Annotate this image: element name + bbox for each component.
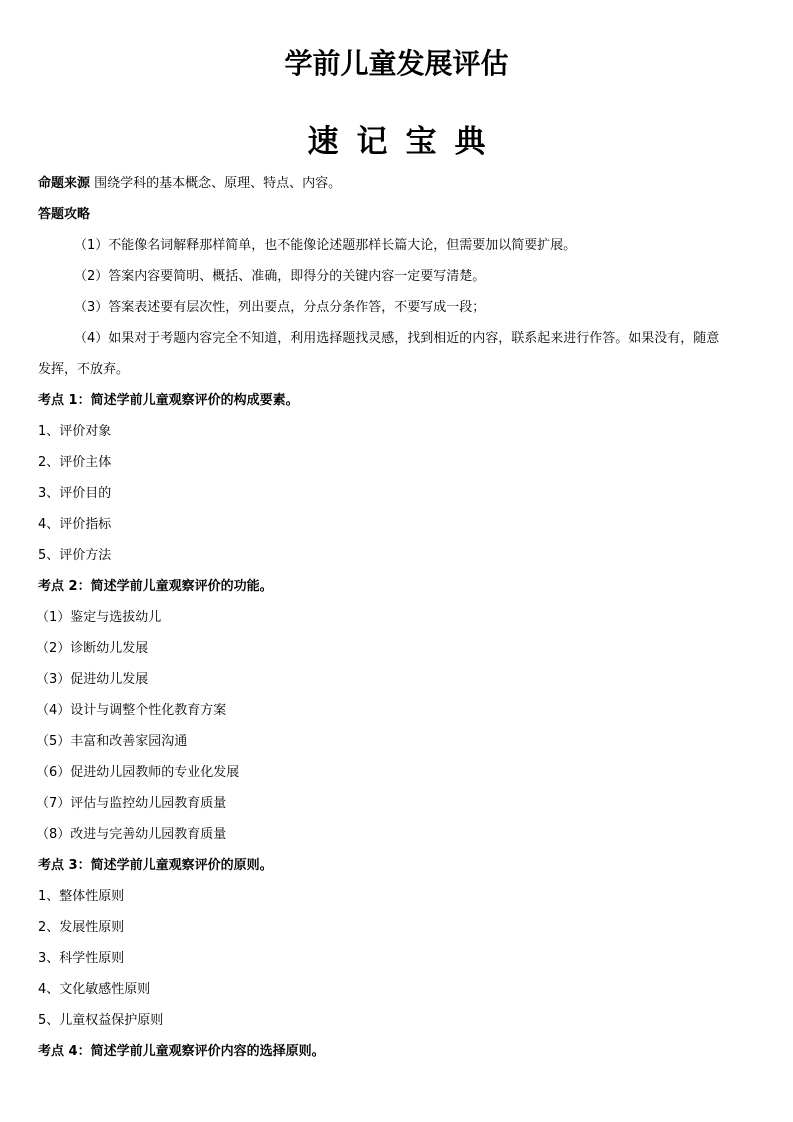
source-line xyxy=(38,168,758,199)
point-item: （5）丰富和改善家园沟通 xyxy=(36,734,188,749)
point-heading: 考点 3：简述学前儿童观察评价的原则。 xyxy=(38,858,273,873)
point-item: 5、儿童权益保护原则 xyxy=(38,1013,164,1028)
strategy-item: （3）答案表述要有层次性，列出要点，分点分条作答，不要写成一段； xyxy=(74,300,486,315)
point-item: （2）诊断幼儿发展 xyxy=(36,641,149,656)
document-title: 学前儿童发展评估 xyxy=(284,47,509,80)
source-label: 命题来源 xyxy=(38,176,91,191)
strategy-item: （2）答案内容要简明、概括、准确，即得分的关键内容一定要写清楚。 xyxy=(74,269,486,284)
point-heading: 考点 4：简述学前儿童观察评价内容的选择原则。 xyxy=(38,1044,325,1059)
point-item: （6）促进幼儿园教师的专业化发展 xyxy=(36,765,240,780)
source-text: 围绕学科的基本概念、原理、特点、内容。 xyxy=(94,176,342,191)
point-item: 3、科学性原则 xyxy=(38,951,125,966)
document-subtitle: 速记宝典 xyxy=(307,124,504,160)
point-item: 4、文化敏感性原则 xyxy=(38,982,151,997)
point-item: （7）评估与监控幼儿园教育质量 xyxy=(36,796,227,811)
point-item: （8）改进与完善幼儿园教育质量 xyxy=(36,827,227,842)
strategy-item-continuation: 发挥，不放弃。 xyxy=(38,362,130,377)
point-item: （1）鉴定与选拔幼儿 xyxy=(36,610,162,625)
point-item: 1、整体性原则 xyxy=(38,889,125,904)
point-item: 4、评价指标 xyxy=(38,517,112,532)
point-heading: 考点 2：简述学前儿童观察评价的功能。 xyxy=(38,579,273,594)
strategy-heading: 答题攻略 xyxy=(38,207,91,222)
point-heading: 考点 1：简述学前儿童观察评价的构成要素。 xyxy=(38,393,299,408)
point-item: （4）设计与调整个性化教育方案 xyxy=(36,703,227,718)
point-item: 2、发展性原则 xyxy=(38,920,125,935)
document-body xyxy=(38,168,758,1067)
point-item: 5、评价方法 xyxy=(38,548,112,563)
strategy-item: （1）不能像名词解释那样简单，也不能像论述题那样长篇大论，但需要加以简要扩展。 xyxy=(74,238,577,253)
strategy-item: （4）如果对于考题内容完全不知道，利用选择题找灵感，找到相近的内容，联系起来进行作答。如果没有，随意 xyxy=(74,331,720,346)
point-item: （3）促进幼儿发展 xyxy=(36,672,149,687)
point-item: 1、评价对象 xyxy=(38,424,112,439)
point-item: 2、评价主体 xyxy=(38,455,112,470)
point-item: 3、评价目的 xyxy=(38,486,112,501)
